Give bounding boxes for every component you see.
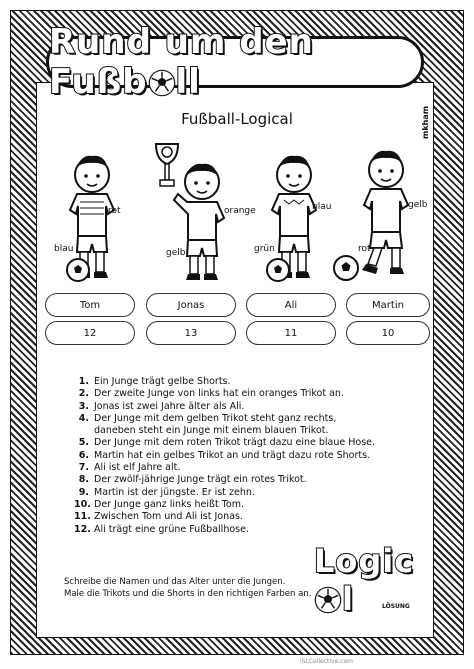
instruction-line: Schreibe die Namen und das Alter unter die Jungen.: [64, 577, 286, 587]
clue-item: [74, 474, 424, 486]
player-3-name-field[interactable]: Ali: [246, 293, 336, 317]
clue-item: [74, 450, 424, 462]
logo-suffix: l: [342, 580, 354, 618]
logo-text: [314, 542, 432, 618]
clue-text: Der Junge mit dem gelben Trikot steht ganz rechts, daneben steht ein Junge mit einem blauen Trikot.: [94, 412, 337, 437]
player-2-age-field[interactable]: 13: [146, 321, 236, 345]
clue-number: 9.: [78, 486, 89, 498]
title-banner: [46, 22, 424, 102]
clue-text: Ein Junge trägt gelbe Shorts.: [94, 376, 231, 387]
player-3-figure: [254, 140, 334, 290]
clue-list: [74, 376, 424, 536]
title-text: Rund um den Fußb: [49, 22, 314, 102]
clue-item: [74, 437, 424, 449]
clue-number: 10.: [74, 498, 91, 510]
clue-text: Martin hat ein gelbes Trikot an und trägt dazu rote Shorts.: [94, 449, 371, 461]
clue-item: [74, 413, 424, 438]
soccer-ball-icon: [314, 586, 342, 614]
clue-number: 3.: [78, 400, 89, 412]
clue-text: Der zwölf-jährige Junge trägt ein rotes Trikot.: [94, 474, 307, 486]
clue-number: 1.: [78, 376, 89, 387]
players-illustration: [40, 140, 430, 290]
clue-number: 8.: [78, 474, 89, 486]
player-1-shirt-label: rot: [108, 206, 121, 216]
soccer-ball-icon: [148, 69, 176, 97]
player-4-figure: [332, 140, 428, 290]
player-3-shorts-label: grün: [254, 244, 275, 254]
player-1-shorts-label: blau: [54, 244, 74, 254]
clue-item: [74, 376, 424, 388]
worksheet-title: [49, 22, 421, 102]
player-2-shirt-label: orange: [224, 206, 256, 216]
clue-number: 6.: [78, 449, 89, 461]
clue-item: [74, 462, 424, 474]
instruction-line: Male die Trikots und die Shorts in den richtigen Farben an.: [64, 589, 312, 599]
clue-text: Ali ist elf Jahre alt.: [94, 462, 181, 474]
player-3-shirt-label: blau: [312, 202, 332, 212]
clue-item: [74, 524, 424, 536]
player-2-shorts-label: gelb: [166, 248, 186, 258]
logo-prefix: Logic: [314, 542, 415, 580]
footer-watermark: iSLCollective.com: [300, 658, 353, 665]
player-4-age-field[interactable]: 10: [346, 321, 430, 345]
clue-text: Ali trägt eine grüne Fußballhose.: [94, 523, 249, 535]
clue-number: 5.: [78, 437, 89, 449]
clue-item: [74, 499, 424, 511]
title-suffix: ll: [175, 62, 201, 102]
player-4-shorts-label: rot: [358, 244, 371, 254]
player-2-name-field[interactable]: Jonas: [146, 293, 236, 317]
player-3-age-field[interactable]: 11: [246, 321, 336, 345]
clue-number: 2.: [78, 388, 89, 400]
clue-number: 11.: [74, 511, 91, 523]
clue-text: Der zweite Junge von links hat ein oranges Trikot an.: [94, 388, 344, 400]
clue-text: Der Junge ganz links heißt Tom.: [94, 498, 244, 510]
player-4-shirt-label: gelb: [408, 200, 428, 210]
player-4-name-field[interactable]: Martin: [346, 293, 430, 317]
clue-text: Martin ist der jüngste. Er ist zehn.: [94, 486, 255, 498]
player-1-age-field[interactable]: 12: [45, 321, 135, 345]
clue-number: 12.: [74, 523, 91, 535]
clue-item: [74, 511, 424, 523]
clue-text: Der Junge mit dem roten Trikot trägt dazu eine blaue Hose.: [94, 437, 376, 449]
author-credit: mkham: [421, 105, 430, 139]
solution-label: LÖSUNG: [382, 603, 410, 610]
clue-text: Jonas ist zwei Jahre älter als Ali.: [94, 400, 245, 412]
clue-text: Zwischen Tom und Ali ist Jonas.: [94, 511, 243, 523]
clue-item: [74, 388, 424, 400]
clue-item: [74, 487, 424, 499]
clue-item: [74, 401, 424, 413]
player-1-name-field[interactable]: Tom: [45, 293, 135, 317]
clue-number: 7.: [78, 462, 89, 474]
clue-number: 4.: [78, 412, 89, 424]
worksheet-subtitle: Fußball-Logical: [181, 110, 293, 128]
instructions: [64, 576, 314, 600]
